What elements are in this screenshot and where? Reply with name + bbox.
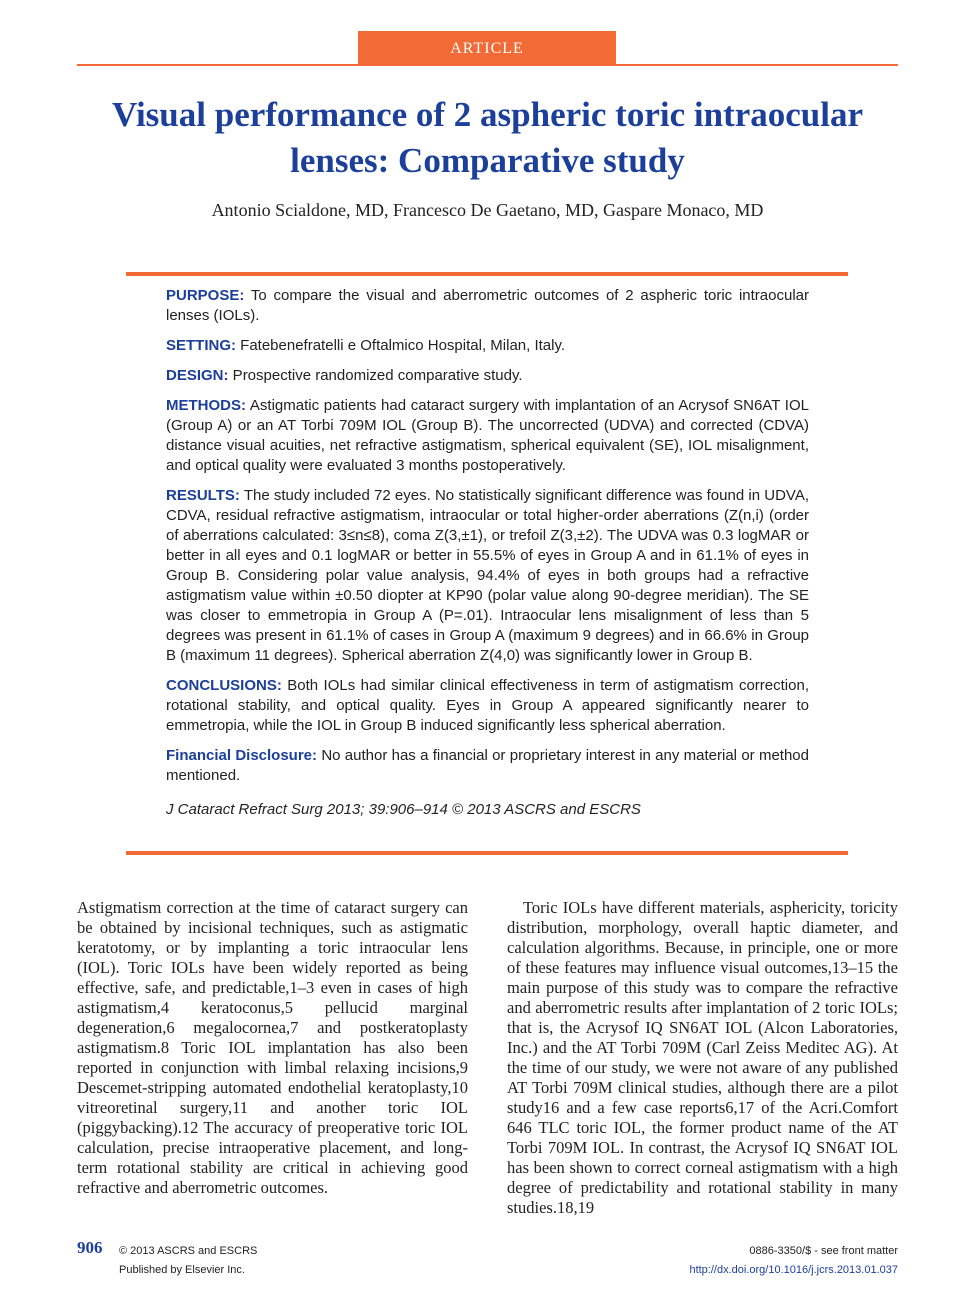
purpose-label: PURPOSE: <box>166 287 245 304</box>
footer-left <box>119 1242 257 1280</box>
header-rule <box>77 64 898 66</box>
footer-issn: 0886-3350/$ - see front matter <box>749 1245 898 1257</box>
abstract-setting <box>166 336 809 356</box>
intro-paragraph-2: Toric IOLs have different materials, asphericity, toricity distribution, morphology, overall haptic diameter, and calculation algorithms. Because, in principle, one or more of these features may influence visual outcomes,13–15 the main purpose of this study was to compare the refractive and aberrometric results after implantation of 2 toric IOLs; that is, the Acrysof IQ SN6AT IOL (Alcon Laboratories, Inc.) and the AT Torbi 709M (Carl Zeiss Meditec AG). At the time of our study, we were not aware of any published AT Torbi 709M clinical studies, although there are a pilot study16 and a few case reports6,17 of the Acri.Comfort 646 TLC toric IOL, the former product name of the AT Torbi 709M IOL. In contrast, the Acrysof IQ SN6AT IOL has been shown to correct corneal astigmatism with a high degree of predictability and rotational stability in many studies.18,19 <box>507 898 898 1217</box>
author-list: Antonio Scialdone, MD, Francesco De Gaetano, MD, Gaspare Monaco, MD <box>211 200 764 220</box>
page-number: 906 <box>77 1238 103 1257</box>
conclusions-text: Both IOLs had similar clinical effectiveness in term of astigmatism correction, rotational stability, and optical quality. Eyes in Group A appeared significantly nearer to emmetropia, while the IOL in Group B induced significantly less spherical aberration. <box>166 677 809 734</box>
footer-copyright: © 2013 ASCRS and ESCRS <box>119 1245 258 1257</box>
abstract-disclosure <box>166 746 809 786</box>
methods-text: Astigmatic patients had cataract surgery with implantation of an Acrysof SN6AT IOL (Group A) or an AT Torbi 709M IOL (Group B). The uncorrected (UDVA) and corrected (CDVA) distance visual acuities, net refractive astigmatism, spherical equivalent (SE), IOL misalignment, and optical quality were evaluated 3 months postoperatively. <box>166 397 809 474</box>
results-text: The study included 72 eyes. No statistically significant difference was found in UDVA, CDVA, residual refractive astigmatism, intraocular or total higher-order aberrations (Z(n,i) (order of aberrations calculated: 3≤n≤8), coma Z(3,±1), or trefoil Z(3,±2). The UDVA was 0.3 logMAR or better in all eyes and 0.1 logMAR or better in 55.5% of eyes in Group A and in 61.1% of eyes in Group B. Considering polar value analysis, 94.4% of eyes in both groups had a refractive astigmatism value within ±0.50 diopter at KP90 (polar value along 90-degree meridian). The SE was closer to emmetropia in Group A (P=.01). Intraocular lens misalignment of less than 5 degrees was present in 61.1% of cases in Group A (maximum 9 degrees) and in 66.6% in Group B (maximum 11 degrees). Spherical aberration Z(4,0) was significantly lower in Group B. <box>166 487 809 664</box>
conclusions-label: CONCLUSIONS: <box>166 677 282 694</box>
disclosure-text: No author has a financial or proprietary interest in any material or method mentioned. <box>166 747 809 784</box>
abstract-design <box>166 366 809 386</box>
abstract-methods <box>166 396 809 476</box>
purpose-text: To compare the visual and aberrometric outcomes of 2 aspheric toric intraocular lenses (IOLs). <box>166 287 809 324</box>
body-column-right <box>507 898 898 1218</box>
abstract-conclusions <box>166 676 809 736</box>
body-column-left <box>77 898 468 1198</box>
footer-right <box>689 1242 898 1280</box>
abstract-bottom-rule <box>126 851 848 855</box>
disclosure-label: Financial Disclosure: <box>166 747 318 764</box>
footer-publisher: Published by Elsevier Inc. <box>119 1264 245 1276</box>
abstract-purpose <box>166 286 809 326</box>
abstract <box>166 286 809 830</box>
intro-paragraph-1: Astigmatism correction at the time of cataract surgery can be obtained by incisional techniques, such as astigmatic keratotomy, or by implanting a toric intraocular lens (IOL). Toric IOLs have been widely reported as being effective, safe, and predictable,1–3 even in cases of high astigmatism,4 keratoconus,5 pellucid marginal degeneration,6 megalocornea,7 and postkeratoplasty astigmatism.8 Toric IOL implantation has also been reported in conjunction with limbal relaxing incisions,9 Descemet-stripping automated endothelial keratoplasty,10 vitreoretinal surgery,11 and another toric IOL (piggybacking).12 The accuracy of preoperative toric IOL calculation, precise intraoperative placement, and long-term rotational stability are critical in achieving good refractive and aberrometric outcomes. <box>77 898 468 1197</box>
setting-text: Fatebenefratelli e Oftalmico Hospital, Milan, Italy. <box>236 337 566 354</box>
results-label: RESULTS: <box>166 487 240 504</box>
setting-label: SETTING: <box>166 337 236 354</box>
abstract-top-rule <box>126 272 848 276</box>
article-title: Visual performance of 2 aspheric toric intraocular lenses: Comparative study <box>111 95 864 180</box>
journal-citation: J Cataract Refract Surg 2013; 39:906–914 © 2013 ASCRS and ESCRS <box>166 801 641 818</box>
design-text: Prospective randomized comparative study. <box>228 367 523 384</box>
methods-label: METHODS: <box>166 397 246 414</box>
design-label: DESIGN: <box>166 367 229 384</box>
doi-link[interactable]: http://dx.doi.org/10.1016/j.jcrs.2013.01.037 <box>689 1264 898 1276</box>
abstract-results <box>166 486 809 666</box>
article-type-tab: ARTICLE <box>358 31 616 65</box>
